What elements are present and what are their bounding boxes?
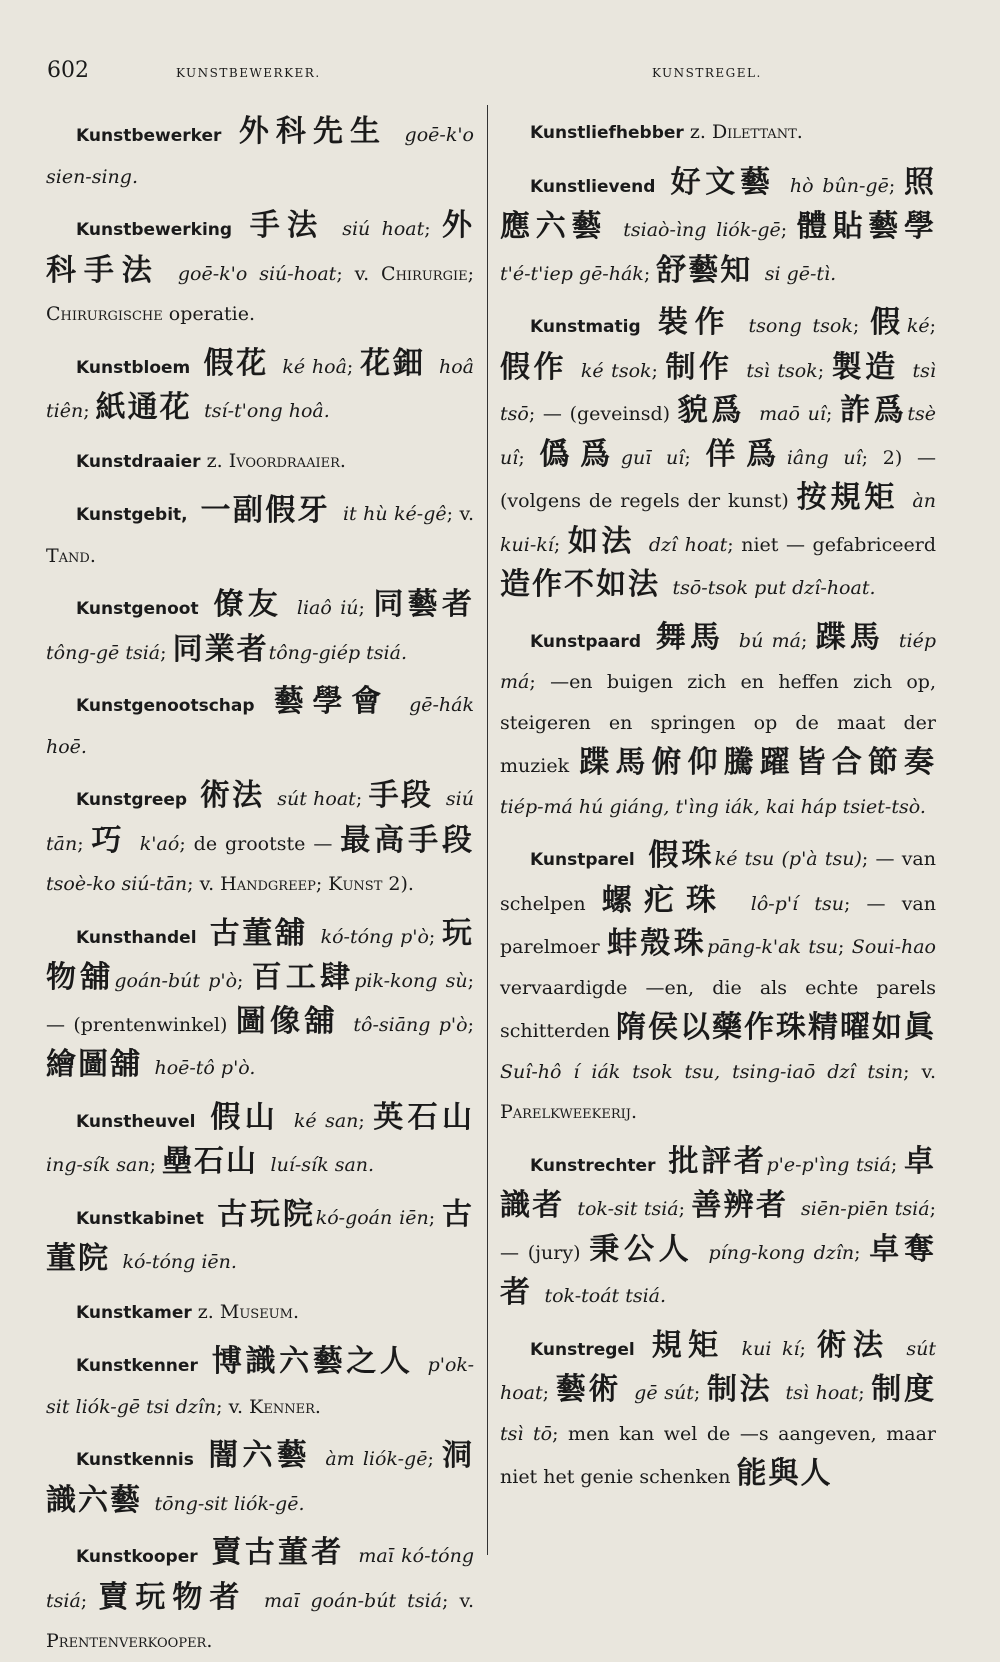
romanization: ké san — [293, 1109, 359, 1132]
chinese-text: 照應六藝 — [500, 164, 936, 244]
dictionary-entry-kunstbloem — [46, 344, 474, 432]
entry-text: ; — [237, 970, 252, 992]
romanization: tsì tsok — [746, 359, 818, 382]
chinese-text: 制作 — [665, 349, 747, 385]
romanization: hò bûn-gē — [789, 174, 889, 197]
entry-text: ; — [678, 1198, 692, 1220]
chinese-text: 詐爲 — [840, 393, 908, 428]
cross-reference: Prentenverkooper. — [46, 1630, 213, 1652]
romanization: ké — [906, 315, 930, 337]
entry-text: ; — [424, 218, 443, 240]
entry-text: ; — [693, 1382, 708, 1404]
romanization: tsoè-ko siú-tān — [46, 873, 188, 895]
dictionary-entry-kunsthandel — [46, 914, 474, 1089]
dictionary-entry-kunstbewerking — [46, 206, 474, 335]
romanization: t'é-t'iep gē-hák — [500, 262, 644, 285]
chinese-text: 術法 — [816, 1327, 907, 1363]
headword: Kunstgenoot — [76, 599, 199, 619]
entry-text: ; — [858, 1382, 872, 1404]
headword: Kunstkenner — [76, 1356, 198, 1376]
romanization: sút hoat — [500, 1337, 937, 1404]
headword: Kunstkabinet — [76, 1208, 204, 1229]
romanization: siú hoat — [342, 218, 425, 240]
romanization: ing-sík san — [46, 1154, 150, 1176]
romanization: Soui-hao — [851, 936, 936, 958]
entry-text: ; v. — [336, 262, 382, 285]
chinese-text: 博識六藝之人 — [197, 1344, 428, 1379]
entry-text: ; — [888, 174, 904, 197]
dictionary-entry-kunstregel — [500, 1326, 936, 1498]
romanization: tsì tō — [500, 1422, 553, 1445]
chinese-text: 佯爲 — [705, 436, 787, 472]
chinese-text: 圖像舖 — [235, 1003, 354, 1039]
romanization: siú tān — [46, 788, 474, 855]
dictionary-entry-kunstkabinet — [46, 1195, 474, 1283]
chinese-text: 規矩 — [634, 1327, 742, 1363]
romanization: tông-giép tsiá. — [268, 641, 408, 664]
entry-text: ; — (jury) — [500, 1198, 936, 1264]
chinese-text: 蹀馬俯仰騰躍皆合節奏 — [579, 745, 937, 780]
romanization: tiép-má hú giáng, t'ìng iák, kai háp tsiet-tsò. — [500, 795, 926, 818]
chinese-text: 巧 — [91, 822, 140, 858]
cross-reference: Chirurgische — [46, 303, 163, 325]
entry-text: ; — [651, 359, 666, 382]
cross-reference: Dilettant. — [711, 121, 803, 143]
dictionary-entry-kunstkennis — [46, 1436, 474, 1524]
romanization: lô-p'í tsu — [750, 892, 844, 915]
entry-text: z. — [191, 1300, 220, 1323]
romanization: tsè uî — [500, 403, 936, 469]
left-running-head: KUNSTBEWERKER. — [176, 66, 321, 80]
chinese-text: 假作 — [500, 349, 581, 385]
chinese-text: 繪圖舖 — [46, 1047, 155, 1082]
dictionary-entry-kunstkamer — [46, 1292, 474, 1334]
chinese-text: 手段 — [368, 778, 446, 813]
entry-text: ; — [518, 446, 540, 469]
romanization: gē sút — [634, 1382, 694, 1404]
romanization: sút hoat — [277, 788, 356, 810]
entry-text: ; — [467, 1013, 474, 1036]
headword: Kunstrechter — [530, 1155, 656, 1176]
headword: Kunsthandel — [76, 927, 197, 948]
romanization: p'ok-sit liók-gē tsi dzîn — [46, 1354, 474, 1418]
romanization: maī kó-tóng tsiá — [46, 1545, 475, 1612]
romanization: hoâ tiên — [46, 355, 474, 422]
entry-text: ; — [684, 446, 706, 469]
headword: Kunstbloem — [76, 357, 191, 378]
entry-text: ; — [467, 262, 475, 285]
entry-text: ; — [780, 219, 797, 241]
headword: Kunstkooper — [76, 1547, 198, 1567]
chinese-text: 假 — [870, 305, 907, 340]
chinese-text: 英石山 — [373, 1099, 474, 1135]
column-divider — [487, 105, 488, 1555]
left-column — [46, 112, 475, 1652]
chinese-text: 僚友 — [198, 587, 297, 622]
romanization: tsō-tsok put dzî-hoat. — [672, 577, 876, 599]
cross-reference: Ivoordraaier. — [228, 449, 346, 472]
chinese-text: 賣古董者 — [197, 1535, 359, 1570]
chinese-text: 花鈿 — [360, 345, 439, 381]
chinese-text: 假花 — [190, 345, 283, 381]
romanization: tok-toát tsiá. — [544, 1285, 667, 1307]
cross-reference: Museum. — [219, 1300, 299, 1323]
romanization: bú má — [738, 629, 801, 652]
chinese-text: 洞識六藝 — [46, 1438, 475, 1518]
entry-text: ; — [817, 359, 832, 382]
chinese-text: 一副假牙 — [187, 493, 343, 528]
chinese-text: 外科手法 — [46, 208, 475, 288]
chinese-text: 紙通花 — [95, 390, 205, 425]
chinese-text: 裝作 — [640, 305, 749, 340]
romanization: ké tsu (p'à tsu) — [714, 848, 862, 870]
chinese-text: 外科先生 — [221, 114, 405, 149]
chinese-text: 壘石山 — [162, 1144, 271, 1179]
entry-text: ; — [542, 1382, 556, 1404]
romanization: goē-k'o sien-sing. — [46, 124, 474, 188]
entry-text: ; — [315, 873, 329, 895]
chinese-text: 蹀馬 — [815, 619, 899, 655]
dictionary-entry-kunstlievend — [500, 163, 936, 295]
dictionary-entry-kunstgebit — [46, 491, 474, 576]
entry-text: z. — [200, 449, 229, 472]
entry-text: ; — [80, 1589, 99, 1612]
romanization: maō uî — [759, 403, 826, 425]
romanization: it hù ké-gê — [342, 503, 447, 525]
entry-text: ; — van schelpen — [500, 848, 936, 915]
chinese-text: 古董舖 — [196, 915, 321, 951]
chinese-text: 藝術 — [555, 1372, 635, 1407]
romanization: tông-gē tsiá — [46, 641, 161, 664]
entry-text: ; — [427, 1448, 443, 1470]
headword: Kunstgebit, — [76, 505, 188, 525]
chinese-text: 舒藝知 — [656, 252, 765, 288]
romanization: tok-sit tsiá — [577, 1198, 679, 1220]
romanization: ké hoâ — [282, 355, 347, 378]
romanization: tsì hoat — [785, 1382, 859, 1404]
chinese-text: 藝學會 — [254, 684, 410, 719]
headword: Kunstbewerking — [76, 220, 233, 240]
headword: Kunstpaard — [530, 631, 641, 652]
entry-text: ; niet — gefabriceerd — [727, 533, 936, 556]
entry-text: ; men kan wel de —s aangeven, maar niet het genie schenken — [500, 1422, 936, 1488]
chinese-text: 隋侯以藥作珠精曜如眞 — [616, 1010, 936, 1045]
romanization: tsì tsō — [500, 359, 937, 425]
entry-text: z. — [683, 121, 712, 143]
headword: Kunstliefhebber — [530, 123, 684, 143]
romanization: luí-sík san. — [270, 1154, 375, 1176]
entry-text: ; — [160, 641, 173, 664]
dictionary-entry-kunstmatig — [500, 303, 936, 609]
entry-text: ; —en buigen zich en heffen zich op, steigeren en springen op de maat der muziek — [500, 671, 936, 777]
cross-reference: Kunst — [328, 873, 383, 895]
dictionary-entry-kunstparel — [500, 836, 936, 1133]
entry-text: ; — [825, 403, 841, 425]
dictionary-entry-kunstdraaier — [46, 441, 474, 483]
dictionary-entry-kunstkenner — [46, 1342, 474, 1427]
entry-text: ; v. — [903, 1060, 936, 1083]
chinese-text: 僞爲 — [539, 436, 621, 472]
chinese-text: 百工肆 — [251, 960, 355, 995]
headword: Kunstlievend — [530, 176, 656, 197]
chinese-text: 玩物舖 — [46, 915, 474, 995]
entry-text: ; — [852, 315, 871, 337]
headword: Kunstbewerker — [76, 126, 222, 146]
headword: Kunstregel — [530, 1339, 635, 1360]
cross-reference: Parelkweekerij. — [500, 1101, 638, 1123]
entry-text: ; — [800, 629, 816, 652]
romanization: p'e-p'ìng tsiá — [766, 1153, 891, 1176]
chinese-text: 舞馬 — [641, 619, 739, 655]
chinese-text: 制度 — [871, 1372, 936, 1407]
headword: Kunstmatig — [530, 317, 641, 337]
entry-text: ; — [77, 832, 92, 855]
chinese-text: 手法 — [232, 208, 343, 243]
romanization: maī goán-bút tsiá — [263, 1589, 442, 1612]
entry-text: ; — [428, 1206, 442, 1229]
chinese-text: 卓奪者 — [500, 1231, 936, 1310]
entry-text: ; — [838, 936, 852, 958]
romanization: kui kí — [741, 1337, 800, 1360]
entry-text: ; de grootste — — [179, 832, 341, 855]
entry-text: ; — [854, 1241, 870, 1264]
romanization: tsiaò-ìng liók-gē — [623, 219, 781, 241]
romanization: iâng uî — [786, 446, 862, 469]
romanization: goē-k'o siú-hoat — [177, 262, 337, 285]
romanization: àn kui-kí — [500, 490, 936, 556]
entry-text: ; v. — [441, 1589, 474, 1612]
headword: Kunstparel — [530, 850, 635, 870]
romanization: siēn-piēn tsiá — [801, 1198, 930, 1220]
dictionary-entry-kunstbewerker — [46, 112, 474, 197]
entry-text: operatie. — [162, 303, 256, 325]
chinese-text: 卓識者 — [500, 1143, 936, 1223]
romanization: Suî-hô í iák tsok tsu, tsing-iaō dzî tsin — [500, 1060, 904, 1083]
chinese-text: 同業者 — [172, 631, 269, 667]
dictionary-entry-kunstgreep — [46, 776, 474, 905]
romanization: hoē-tô p'ò. — [154, 1057, 256, 1079]
entry-text: ; v. — [446, 503, 474, 525]
chinese-text: 螺疕珠 — [601, 882, 751, 918]
cross-reference: Tand. — [46, 544, 96, 567]
romanization: kó-tóng p'ò — [320, 925, 429, 948]
chinese-text: 製造 — [831, 349, 913, 385]
chinese-text: 闇六藝 — [193, 1438, 326, 1473]
entry-text: ; 2) — (volgens de regels der kunst) — [500, 446, 936, 512]
romanization: liaô iú — [296, 597, 359, 619]
entry-text: ; v. — [187, 873, 221, 895]
headword: Kunstgenootschap — [76, 696, 255, 716]
entry-text: ; — [149, 1154, 163, 1176]
dictionary-entry-kunstrechter — [500, 1142, 936, 1317]
dictionary-entry-kunstgenootschap — [46, 682, 474, 767]
romanization: tsong tsok — [748, 315, 853, 337]
headword: Kunstgreep — [76, 790, 188, 810]
romanization: pāng-k'ak tsu — [707, 936, 838, 958]
romanization: tiép má — [500, 629, 936, 693]
chinese-text: 蚌殼珠 — [607, 926, 708, 961]
cross-reference: Handgreep — [220, 873, 316, 895]
cross-reference: Kenner. — [249, 1395, 321, 1418]
chinese-text: 批評者 — [655, 1143, 767, 1179]
entry-text: ; — van parelmoer — [500, 892, 936, 958]
romanization: kó-goán iēn — [315, 1206, 429, 1229]
entry-text: ; — (geveinsd) — [528, 403, 678, 425]
headword: Kunstkamer — [76, 1302, 192, 1323]
romanization: goán-bút p'ò — [114, 970, 238, 992]
dictionary-entry-kunstkooper — [46, 1533, 474, 1662]
chinese-text: 造作不如法 — [500, 567, 673, 602]
romanization: àm liók-gē — [325, 1448, 428, 1470]
chinese-text: 同藝者 — [373, 587, 474, 622]
romanization: k'aó — [139, 832, 180, 855]
entry-text: ; — [83, 400, 96, 422]
entry-text: ; — [346, 355, 361, 378]
entry-text: 2). — [382, 873, 414, 895]
right-column — [500, 112, 936, 1558]
chinese-text: 術法 — [187, 778, 278, 813]
entry-text: ; — [929, 315, 937, 337]
romanization: tô-siāng p'ò — [353, 1013, 468, 1036]
chinese-text: 假山 — [195, 1099, 294, 1135]
headword: Kunstkennis — [76, 1450, 194, 1470]
dictionary-entry-kunstheuvel — [46, 1098, 474, 1186]
chinese-text: 貌爲 — [677, 393, 760, 428]
romanization: tōng-sit liók-gē. — [154, 1492, 305, 1515]
headword: Kunstdraaier — [76, 451, 201, 472]
romanization: píng-kong dzîn — [708, 1241, 855, 1264]
chinese-text: 體貼藝學 — [796, 209, 936, 244]
entry-text: ; — [643, 262, 657, 285]
entry-text: ; — [428, 925, 442, 948]
romanization: dzî hoat — [648, 533, 728, 556]
romanization: tsí-t'ong hoâ. — [204, 400, 330, 422]
chinese-text: 善辨者 — [691, 1188, 801, 1223]
entry-text: ; — [358, 1109, 374, 1132]
chinese-text: 秉公人 — [589, 1231, 709, 1267]
dictionary-entry-kunstpaard — [500, 618, 936, 828]
entry-text: ; — [553, 533, 568, 556]
headword: Kunstheuvel — [76, 1111, 196, 1132]
chinese-text: 賣玩物者 — [98, 1579, 264, 1615]
running-header — [0, 58, 1000, 88]
dictionary-entry-kunstliefhebber — [500, 112, 936, 154]
entry-text: ; — [358, 597, 374, 619]
chinese-text: 制法 — [707, 1372, 786, 1407]
entry-text: ; v. — [216, 1395, 250, 1418]
chinese-text: 如法 — [567, 523, 649, 559]
chinese-text: 能與人 — [736, 1456, 833, 1491]
romanization: ké tsok — [580, 359, 652, 382]
chinese-text: 最高手段 — [340, 822, 474, 858]
romanization: pik-kong sù — [354, 970, 468, 992]
romanization: kó-tóng iēn. — [122, 1251, 237, 1273]
chinese-text: 按規矩 — [796, 480, 913, 515]
entry-text: vervaardigde —en, die als echte parels schitterden — [500, 976, 936, 1042]
dictionary-entry-kunstgenoot — [46, 585, 474, 673]
chinese-text: 古董院 — [46, 1196, 474, 1276]
cross-reference: Chirurgie — [381, 262, 468, 285]
romanization: si gē-tì. — [764, 262, 837, 285]
entry-text: ; — [799, 1337, 817, 1360]
entry-text: ; — [890, 1153, 904, 1176]
chinese-text: 假珠 — [634, 838, 715, 873]
right-running-head: KUNSTREGEL. — [652, 66, 762, 80]
entry-text: ; — (prentenwinkel) — [46, 970, 475, 1036]
page-number: 602 — [47, 58, 89, 83]
romanization: guī uî — [620, 446, 685, 469]
chinese-text: 古玩院 — [203, 1196, 316, 1232]
chinese-text: 好文藝 — [655, 164, 790, 200]
romanization: gē-hák hoē. — [46, 694, 474, 758]
entry-text: ; — [355, 788, 369, 810]
